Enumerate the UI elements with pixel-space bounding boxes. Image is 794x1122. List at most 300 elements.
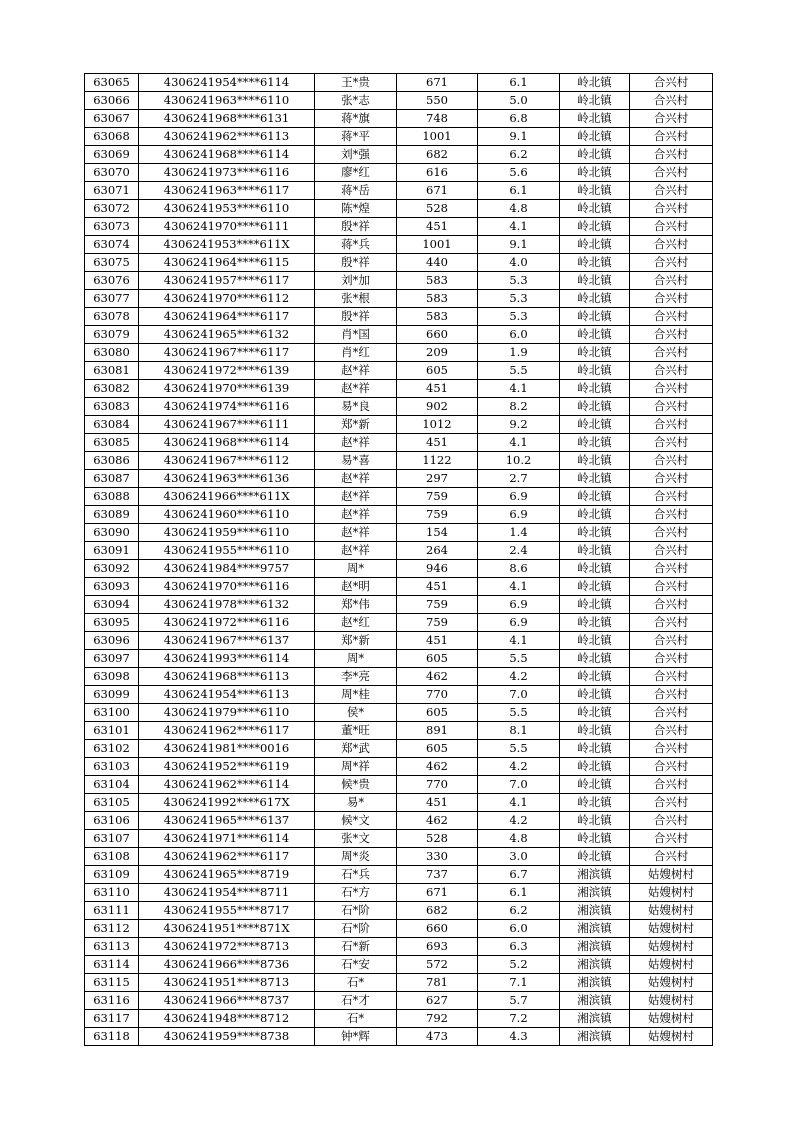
village-cell: 合兴村 <box>630 560 713 578</box>
name-cell: 郑*武 <box>315 740 397 758</box>
area-cell: 5.2 <box>478 956 560 974</box>
town-cell: 湘滨镇 <box>560 902 630 920</box>
village-cell: 姑嫂树村 <box>630 902 713 920</box>
amount-cell: 473 <box>397 1028 478 1046</box>
name-cell: 郑*新 <box>315 632 397 650</box>
area-cell: 7.0 <box>478 686 560 704</box>
table-row <box>85 128 713 146</box>
village-cell: 合兴村 <box>630 848 713 866</box>
id-number-cell: 4306241953****6110 <box>139 200 315 218</box>
village-cell: 合兴村 <box>630 380 713 398</box>
row-number-cell: 63067 <box>85 110 139 128</box>
table-row <box>85 758 713 776</box>
id-number-cell: 4306241967****6117 <box>139 344 315 362</box>
name-cell: 易*良 <box>315 398 397 416</box>
town-cell: 岭北镇 <box>560 110 630 128</box>
town-cell: 湘滨镇 <box>560 992 630 1010</box>
village-cell: 合兴村 <box>630 146 713 164</box>
village-cell: 合兴村 <box>630 254 713 272</box>
table-row <box>85 794 713 812</box>
id-number-cell: 4306241953****611X <box>139 236 315 254</box>
town-cell: 岭北镇 <box>560 524 630 542</box>
area-cell: 8.1 <box>478 722 560 740</box>
village-cell: 合兴村 <box>630 272 713 290</box>
name-cell: 赵*祥 <box>315 380 397 398</box>
area-cell: 7.1 <box>478 974 560 992</box>
town-cell: 岭北镇 <box>560 236 630 254</box>
table-row <box>85 470 713 488</box>
amount-cell: 462 <box>397 812 478 830</box>
town-cell: 岭北镇 <box>560 794 630 812</box>
village-cell: 姑嫂树村 <box>630 866 713 884</box>
table-row <box>85 632 713 650</box>
id-number-cell: 4306241963****6136 <box>139 470 315 488</box>
amount-cell: 1012 <box>397 416 478 434</box>
area-cell: 5.3 <box>478 272 560 290</box>
table-row <box>85 884 713 902</box>
village-cell: 合兴村 <box>630 398 713 416</box>
name-cell: 石*兵 <box>315 866 397 884</box>
town-cell: 岭北镇 <box>560 416 630 434</box>
row-number-cell: 63077 <box>85 290 139 308</box>
table-row <box>85 326 713 344</box>
area-cell: 5.7 <box>478 992 560 1010</box>
table-row <box>85 524 713 542</box>
table-row <box>85 848 713 866</box>
id-number-cell: 4306241967****6111 <box>139 416 315 434</box>
name-cell: 蒋*兵 <box>315 236 397 254</box>
table-row <box>85 686 713 704</box>
table-row <box>85 146 713 164</box>
town-cell: 湘滨镇 <box>560 866 630 884</box>
id-number-cell: 4306241966****611X <box>139 488 315 506</box>
name-cell: 肖*国 <box>315 326 397 344</box>
village-cell: 合兴村 <box>630 596 713 614</box>
amount-cell: 583 <box>397 290 478 308</box>
table-row <box>85 362 713 380</box>
area-cell: 1.9 <box>478 344 560 362</box>
data-table <box>84 73 713 1046</box>
table-row <box>85 740 713 758</box>
name-cell: 郑*伟 <box>315 596 397 614</box>
amount-cell: 605 <box>397 704 478 722</box>
table-row <box>85 614 713 632</box>
id-number-cell: 4306241965****6137 <box>139 812 315 830</box>
id-number-cell: 4306241965****8719 <box>139 866 315 884</box>
town-cell: 湘滨镇 <box>560 956 630 974</box>
area-cell: 4.2 <box>478 758 560 776</box>
table-row <box>85 812 713 830</box>
town-cell: 岭北镇 <box>560 164 630 182</box>
village-cell: 姑嫂树村 <box>630 974 713 992</box>
town-cell: 岭北镇 <box>560 488 630 506</box>
id-number-cell: 4306241962****6114 <box>139 776 315 794</box>
town-cell: 岭北镇 <box>560 290 630 308</box>
row-number-cell: 63095 <box>85 614 139 632</box>
town-cell: 岭北镇 <box>560 830 630 848</box>
id-number-cell: 4306241968****6131 <box>139 110 315 128</box>
town-cell: 岭北镇 <box>560 254 630 272</box>
town-cell: 岭北镇 <box>560 326 630 344</box>
id-number-cell: 4306241981****0016 <box>139 740 315 758</box>
area-cell: 8.2 <box>478 398 560 416</box>
name-cell: 郑*新 <box>315 416 397 434</box>
name-cell: 赵*祥 <box>315 434 397 452</box>
row-number-cell: 63097 <box>85 650 139 668</box>
name-cell: 张*根 <box>315 290 397 308</box>
town-cell: 岭北镇 <box>560 704 630 722</box>
row-number-cell: 63118 <box>85 1028 139 1046</box>
area-cell: 4.1 <box>478 578 560 596</box>
row-number-cell: 63096 <box>85 632 139 650</box>
area-cell: 6.0 <box>478 920 560 938</box>
id-number-cell: 4306241962****6113 <box>139 128 315 146</box>
name-cell: 赵*祥 <box>315 488 397 506</box>
amount-cell: 528 <box>397 200 478 218</box>
area-cell: 6.1 <box>478 74 560 92</box>
id-number-cell: 4306241973****6116 <box>139 164 315 182</box>
village-cell: 合兴村 <box>630 182 713 200</box>
row-number-cell: 63115 <box>85 974 139 992</box>
table-row <box>85 776 713 794</box>
table-row <box>85 560 713 578</box>
village-cell: 合兴村 <box>630 704 713 722</box>
town-cell: 岭北镇 <box>560 182 630 200</box>
name-cell: 赵*红 <box>315 614 397 632</box>
amount-cell: 451 <box>397 434 478 452</box>
id-number-cell: 4306241960****6110 <box>139 506 315 524</box>
amount-cell: 209 <box>397 344 478 362</box>
village-cell: 合兴村 <box>630 578 713 596</box>
table-row <box>85 488 713 506</box>
amount-cell: 462 <box>397 668 478 686</box>
town-cell: 岭北镇 <box>560 722 630 740</box>
town-cell: 岭北镇 <box>560 848 630 866</box>
village-cell: 合兴村 <box>630 236 713 254</box>
row-number-cell: 63107 <box>85 830 139 848</box>
row-number-cell: 63106 <box>85 812 139 830</box>
id-number-cell: 4306241964****6117 <box>139 308 315 326</box>
amount-cell: 451 <box>397 380 478 398</box>
name-cell: 石*方 <box>315 884 397 902</box>
amount-cell: 451 <box>397 578 478 596</box>
name-cell: 李*亮 <box>315 668 397 686</box>
amount-cell: 605 <box>397 740 478 758</box>
row-number-cell: 63080 <box>85 344 139 362</box>
table-row <box>85 92 713 110</box>
table-row <box>85 74 713 92</box>
area-cell: 4.2 <box>478 812 560 830</box>
village-cell: 合兴村 <box>630 812 713 830</box>
area-cell: 5.0 <box>478 92 560 110</box>
name-cell: 易*喜 <box>315 452 397 470</box>
row-number-cell: 63072 <box>85 200 139 218</box>
row-number-cell: 63098 <box>85 668 139 686</box>
id-number-cell: 4306241964****6115 <box>139 254 315 272</box>
area-cell: 10.2 <box>478 452 560 470</box>
table-row <box>85 182 713 200</box>
row-number-cell: 63068 <box>85 128 139 146</box>
town-cell: 湘滨镇 <box>560 974 630 992</box>
village-cell: 合兴村 <box>630 524 713 542</box>
amount-cell: 891 <box>397 722 478 740</box>
amount-cell: 605 <box>397 650 478 668</box>
name-cell: 石*阶 <box>315 920 397 938</box>
amount-cell: 572 <box>397 956 478 974</box>
row-number-cell: 63070 <box>85 164 139 182</box>
village-cell: 合兴村 <box>630 614 713 632</box>
row-number-cell: 63099 <box>85 686 139 704</box>
town-cell: 岭北镇 <box>560 632 630 650</box>
table-row <box>85 290 713 308</box>
village-cell: 合兴村 <box>630 668 713 686</box>
id-number-cell: 4306241992****617X <box>139 794 315 812</box>
id-number-cell: 4306241979****6110 <box>139 704 315 722</box>
village-cell: 合兴村 <box>630 794 713 812</box>
area-cell: 5.5 <box>478 362 560 380</box>
id-number-cell: 4306241984****9757 <box>139 560 315 578</box>
amount-cell: 550 <box>397 92 478 110</box>
amount-cell: 737 <box>397 866 478 884</box>
amount-cell: 770 <box>397 686 478 704</box>
name-cell: 蒋*旗 <box>315 110 397 128</box>
amount-cell: 154 <box>397 524 478 542</box>
id-number-cell: 4306241957****6117 <box>139 272 315 290</box>
row-number-cell: 63086 <box>85 452 139 470</box>
amount-cell: 528 <box>397 830 478 848</box>
name-cell: 钟*辉 <box>315 1028 397 1046</box>
amount-cell: 770 <box>397 776 478 794</box>
village-cell: 合兴村 <box>630 290 713 308</box>
name-cell: 周*桂 <box>315 686 397 704</box>
area-cell: 4.1 <box>478 380 560 398</box>
name-cell: 石*新 <box>315 938 397 956</box>
table-row <box>85 164 713 182</box>
area-cell: 6.1 <box>478 884 560 902</box>
row-number-cell: 63116 <box>85 992 139 1010</box>
town-cell: 岭北镇 <box>560 614 630 632</box>
amount-cell: 616 <box>397 164 478 182</box>
id-number-cell: 4306241968****6113 <box>139 668 315 686</box>
name-cell: 候*贵 <box>315 776 397 794</box>
area-cell: 8.6 <box>478 560 560 578</box>
row-number-cell: 63091 <box>85 542 139 560</box>
town-cell: 岭北镇 <box>560 128 630 146</box>
village-cell: 姑嫂树村 <box>630 920 713 938</box>
id-number-cell: 4306241963****6117 <box>139 182 315 200</box>
name-cell: 赵*祥 <box>315 470 397 488</box>
row-number-cell: 63074 <box>85 236 139 254</box>
row-number-cell: 63069 <box>85 146 139 164</box>
village-cell: 姑嫂树村 <box>630 1028 713 1046</box>
name-cell: 候*文 <box>315 812 397 830</box>
village-cell: 合兴村 <box>630 326 713 344</box>
town-cell: 岭北镇 <box>560 146 630 164</box>
amount-cell: 902 <box>397 398 478 416</box>
table-row <box>85 200 713 218</box>
name-cell: 赵*祥 <box>315 506 397 524</box>
amount-cell: 682 <box>397 902 478 920</box>
table-row <box>85 578 713 596</box>
id-number-cell: 4306241970****6111 <box>139 218 315 236</box>
id-number-cell: 4306241978****6132 <box>139 596 315 614</box>
area-cell: 6.2 <box>478 902 560 920</box>
row-number-cell: 63071 <box>85 182 139 200</box>
name-cell: 赵*祥 <box>315 362 397 380</box>
town-cell: 岭北镇 <box>560 812 630 830</box>
name-cell: 肖*红 <box>315 344 397 362</box>
name-cell: 蒋*岳 <box>315 182 397 200</box>
area-cell: 9.2 <box>478 416 560 434</box>
row-number-cell: 63112 <box>85 920 139 938</box>
town-cell: 岭北镇 <box>560 362 630 380</box>
row-number-cell: 63082 <box>85 380 139 398</box>
row-number-cell: 63105 <box>85 794 139 812</box>
town-cell: 岭北镇 <box>560 92 630 110</box>
area-cell: 1.4 <box>478 524 560 542</box>
table-row <box>85 920 713 938</box>
village-cell: 合兴村 <box>630 128 713 146</box>
id-number-cell: 4306241970****6116 <box>139 578 315 596</box>
area-cell: 5.5 <box>478 650 560 668</box>
village-cell: 合兴村 <box>630 200 713 218</box>
village-cell: 姑嫂树村 <box>630 956 713 974</box>
area-cell: 2.7 <box>478 470 560 488</box>
table-row <box>85 866 713 884</box>
town-cell: 岭北镇 <box>560 380 630 398</box>
id-number-cell: 4306241972****6139 <box>139 362 315 380</box>
village-cell: 姑嫂树村 <box>630 1010 713 1028</box>
area-cell: 4.0 <box>478 254 560 272</box>
name-cell: 廖*红 <box>315 164 397 182</box>
id-number-cell: 4306241970****6112 <box>139 290 315 308</box>
name-cell: 石* <box>315 974 397 992</box>
id-number-cell: 4306241966****8736 <box>139 956 315 974</box>
area-cell: 2.4 <box>478 542 560 560</box>
row-number-cell: 63104 <box>85 776 139 794</box>
name-cell: 石*阶 <box>315 902 397 920</box>
id-number-cell: 4306241971****6114 <box>139 830 315 848</box>
row-number-cell: 63065 <box>85 74 139 92</box>
table-row <box>85 416 713 434</box>
row-number-cell: 63066 <box>85 92 139 110</box>
id-number-cell: 4306241962****6117 <box>139 848 315 866</box>
village-cell: 合兴村 <box>630 650 713 668</box>
name-cell: 殷*祥 <box>315 254 397 272</box>
table-row <box>85 542 713 560</box>
town-cell: 岭北镇 <box>560 686 630 704</box>
row-number-cell: 63100 <box>85 704 139 722</box>
town-cell: 岭北镇 <box>560 200 630 218</box>
amount-cell: 660 <box>397 920 478 938</box>
table-row <box>85 902 713 920</box>
row-number-cell: 63081 <box>85 362 139 380</box>
row-number-cell: 63087 <box>85 470 139 488</box>
town-cell: 岭北镇 <box>560 560 630 578</box>
id-number-cell: 4306241974****6116 <box>139 398 315 416</box>
area-cell: 5.6 <box>478 164 560 182</box>
name-cell: 易* <box>315 794 397 812</box>
amount-cell: 946 <box>397 560 478 578</box>
name-cell: 刘*强 <box>315 146 397 164</box>
area-cell: 6.8 <box>478 110 560 128</box>
amount-cell: 330 <box>397 848 478 866</box>
table-row <box>85 956 713 974</box>
row-number-cell: 63078 <box>85 308 139 326</box>
amount-cell: 671 <box>397 884 478 902</box>
village-cell: 合兴村 <box>630 506 713 524</box>
town-cell: 岭北镇 <box>560 740 630 758</box>
id-number-cell: 4306241952****6119 <box>139 758 315 776</box>
area-cell: 5.5 <box>478 740 560 758</box>
name-cell: 石*安 <box>315 956 397 974</box>
id-number-cell: 4306241962****6117 <box>139 722 315 740</box>
area-cell: 9.1 <box>478 128 560 146</box>
village-cell: 合兴村 <box>630 452 713 470</box>
area-cell: 4.3 <box>478 1028 560 1046</box>
town-cell: 岭北镇 <box>560 218 630 236</box>
table-row <box>85 938 713 956</box>
area-cell: 5.3 <box>478 308 560 326</box>
amount-cell: 583 <box>397 308 478 326</box>
row-number-cell: 63101 <box>85 722 139 740</box>
table-row <box>85 1010 713 1028</box>
town-cell: 岭北镇 <box>560 776 630 794</box>
table-row <box>85 992 713 1010</box>
table-row <box>85 254 713 272</box>
id-number-cell: 4306241948****8712 <box>139 1010 315 1028</box>
village-cell: 合兴村 <box>630 758 713 776</box>
table-row <box>85 1028 713 1046</box>
table-row <box>85 236 713 254</box>
row-number-cell: 63075 <box>85 254 139 272</box>
village-cell: 姑嫂树村 <box>630 938 713 956</box>
village-cell: 合兴村 <box>630 344 713 362</box>
area-cell: 4.8 <box>478 200 560 218</box>
village-cell: 合兴村 <box>630 218 713 236</box>
amount-cell: 748 <box>397 110 478 128</box>
table-row <box>85 830 713 848</box>
area-cell: 3.0 <box>478 848 560 866</box>
table-row <box>85 344 713 362</box>
amount-cell: 759 <box>397 488 478 506</box>
id-number-cell: 4306241965****6132 <box>139 326 315 344</box>
area-cell: 6.0 <box>478 326 560 344</box>
town-cell: 岭北镇 <box>560 668 630 686</box>
name-cell: 石* <box>315 1010 397 1028</box>
village-cell: 合兴村 <box>630 434 713 452</box>
row-number-cell: 63085 <box>85 434 139 452</box>
village-cell: 合兴村 <box>630 542 713 560</box>
id-number-cell: 4306241966****8737 <box>139 992 315 1010</box>
id-number-cell: 4306241970****6139 <box>139 380 315 398</box>
village-cell: 姑嫂树村 <box>630 884 713 902</box>
row-number-cell: 63111 <box>85 902 139 920</box>
amount-cell: 1122 <box>397 452 478 470</box>
town-cell: 岭北镇 <box>560 650 630 668</box>
area-cell: 6.9 <box>478 596 560 614</box>
village-cell: 合兴村 <box>630 740 713 758</box>
name-cell: 殷*祥 <box>315 218 397 236</box>
table-row <box>85 452 713 470</box>
area-cell: 4.1 <box>478 794 560 812</box>
amount-cell: 451 <box>397 632 478 650</box>
town-cell: 岭北镇 <box>560 434 630 452</box>
name-cell: 张*志 <box>315 92 397 110</box>
town-cell: 湘滨镇 <box>560 938 630 956</box>
id-number-cell: 4306241967****6137 <box>139 632 315 650</box>
village-cell: 合兴村 <box>630 488 713 506</box>
